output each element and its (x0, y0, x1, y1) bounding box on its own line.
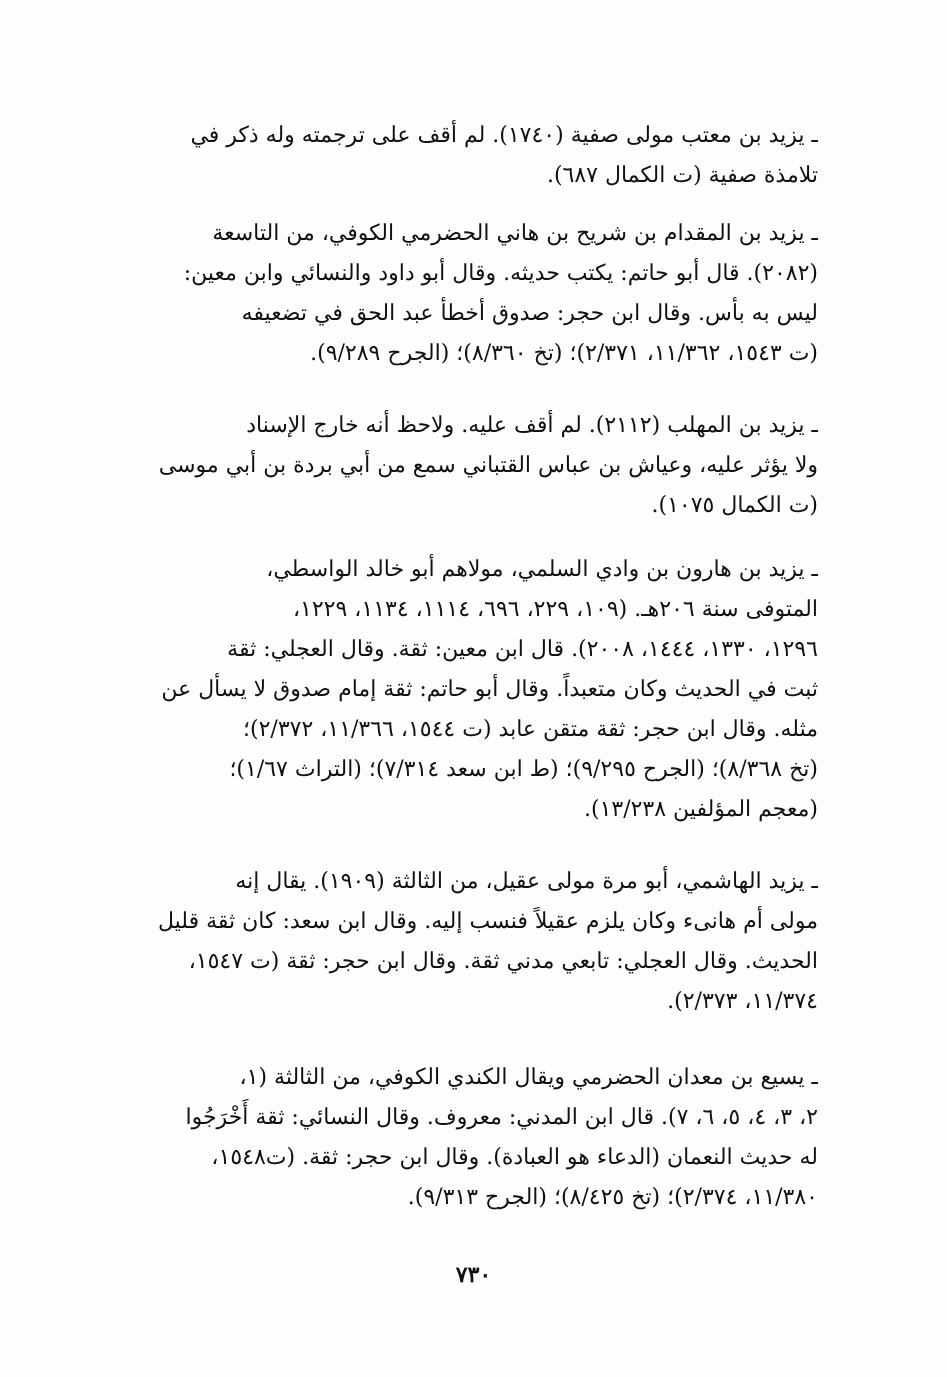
entry-line: ـ يزيد بن معتب مولى صفية (١٧٤٠). لم أقف على ترجمته وله ذكر في (190, 123, 818, 148)
entry-line: ليس به بأس. وقال ابن حجر: صدوق أخطأ عبد الحق في تضعيفه (241, 301, 818, 326)
entry-line: ـ يزيد الهاشمي، أبو مرة مولى عقيل، من الثالثة (١٩٠٩). يقال إنه (235, 869, 818, 894)
entry-line: ولا يؤثر عليه، وعياش بن عباس القتباني سمع من أبي بردة بن أبي موسى (158, 453, 818, 478)
entry-line: المتوفى سنة ٢٠٦هـ. (١٠٩، ٢٢٩، ٦٩٦، ١١١٤، ١١٣٤، ١٢٢٩، (292, 597, 818, 622)
entry-yazid-ibn-harun (118, 550, 818, 830)
entry-line: الحديث. وقال العجلي: تابعي مدني ثقة. وقال ابن حجر: ثقة (ت ١٥٤٧، (188, 949, 818, 974)
entry-line: ـ يزيد بن المهلب (٢١١٢). لم أقف عليه. ولاحظ أنه خارج الإسناد (246, 413, 818, 438)
page-number: ٧٣٠ (455, 1262, 492, 1288)
entry-line: ١١/٣٧٤، ٢/٣٧٣). (667, 989, 818, 1014)
entry-line: تلامذة صفية (ت الكمال ٦٨٧). (546, 163, 818, 188)
entry-line: (٢٠٨٢). قال أبو حاتم: يكتب حديثه. وقال أبو داود والنسائي وابن معين: (183, 261, 818, 286)
entry-line: (معجم المؤلفين ١٣/٢٣٨). (583, 797, 818, 822)
entry-line: ثبت في الحديث وكان متعبداً. وقال أبو حاتم: ثقة إمام صدوق لا يسأل عن (161, 677, 818, 702)
entry-yusay-ibn-madan (118, 1058, 818, 1218)
entry-line: ١١/٣٨٠، ٢/٣٧٤)؛ (تخ ٨/٤٢٥)؛ (الجرح ٩/٣١٣). (407, 1185, 818, 1210)
entry-line: (تخ ٨/٣٦٨)؛ (الجرح ٩/٢٩٥)؛ (ط ابن سعد ٧/٣١٤)؛ (التراث ١/٦٧)؛ (229, 757, 818, 782)
entry-line: ٢، ٣، ٤، ٥، ٦، ٧). قال ابن المدني: معروف. وقال النسائي: ثقة أَخْرَجُوا (185, 1105, 818, 1130)
entry-yazid-ibn-al-muhallab (118, 406, 818, 526)
entry-line: ـ يزيد بن هارون بن وادي السلمي، مولاهم أبو خالد الواسطي، (266, 557, 818, 582)
entry-yazid-al-hashimi (118, 862, 818, 1022)
entry-line: مثله. وقال ابن حجر: ثقة متقن عابد (ت ١٥٤٤، ١١/٣٦٦، ٢/٣٧٢)؛ (243, 717, 818, 742)
entry-line: (ت ١٥٤٣، ١١/٣٦٢، ٢/٣٧١)؛ (تخ ٨/٣٦٠)؛ (الجرح ٩/٢٨٩). (310, 341, 818, 366)
entry-line: ١٢٩٦، ١٣٣٠، ١٤٤٤، ٢٠٠٨). قال ابن معين: ثقة. وقال العجلي: ثقة (227, 637, 818, 662)
entry-line: له حديث النعمان (الدعاء هو العبادة). وقال ابن حجر: ثقة. (ت١٥٤٨، (211, 1145, 818, 1170)
entry-yazid-ibn-muattib (118, 116, 818, 196)
entry-line: مولى أم هانىء وكان يلزم عقيلاً فنسب إليه. وقال ابن سعد: كان ثقة قليل (157, 909, 818, 934)
entry-line: (ت الكمال ١٠٧٥). (651, 493, 818, 518)
entry-yazid-ibn-al-miqdam (118, 214, 818, 374)
entry-line: ـ يزيد بن المقدام بن شريح بن هاني الحضرمي الكوفي، من التاسعة (212, 221, 818, 246)
entry-line: ـ يسيع بن معدان الحضرمي ويقال الكندي الكوفي، من الثالثة (١، (239, 1065, 818, 1090)
